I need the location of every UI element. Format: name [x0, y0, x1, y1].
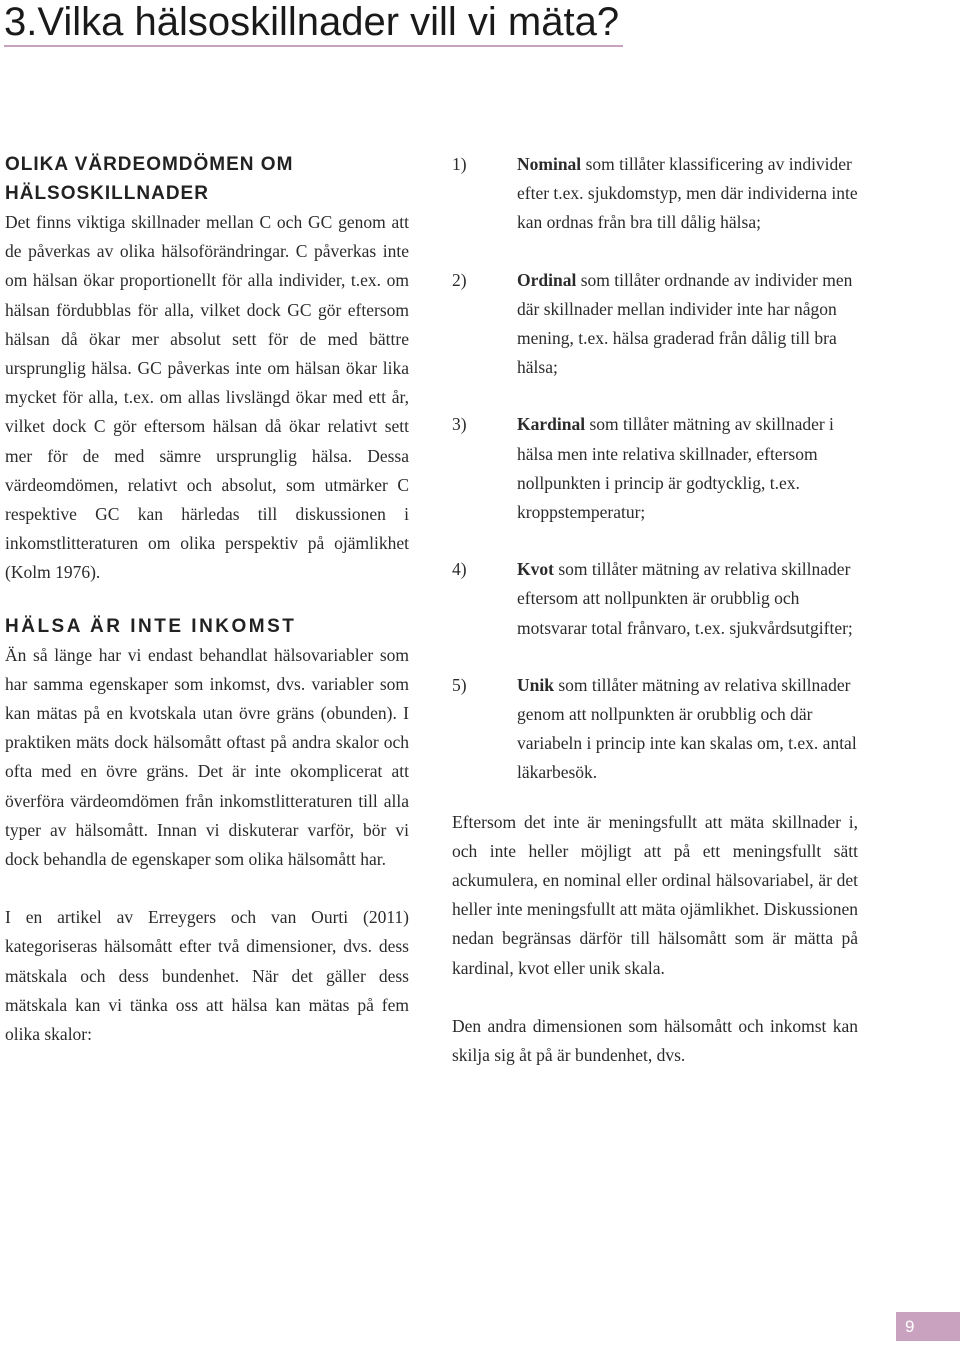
paragraph-meaningful: Eftersom det inte är meningsfullt att mäta skillnader i, och inte heller möjligt att på ett meningsfullt sätt ackumulera, en nominal eller ordinal hälsovariabel, är det heller inte meningsfullt att mäta ojämlikhet. Diskussionen nedan begränsas därför till hälsomått som är mätta på kardinal, kvot eller unik skala. [452, 811, 858, 978]
heading-line-1: OLIKA VÄRDEOMDÖMEN OM [5, 154, 294, 175]
list-item-number: 3) [452, 414, 467, 435]
paragraph-health-not-income: Än så länge har vi endast behandlat hälsovariabler som har samma egenskaper som inkomst, dvs. variabler som kan mätas på en kvotskala utan övre gräns (obunden). I praktiken mäts dock hälsomått oftast på andra skalor och ofta med en övre gräns. Det är inte okomplicerat att överföra värdeomdömen från inkomstlitteraturen till alla typer av hälsomått. Innan vi diskuterar varför, bör vi dock behandla de egenskaper som olika hälsomått har. [5, 644, 409, 870]
list-item-body [517, 266, 858, 383]
list-item-term: Nominal [517, 154, 582, 174]
list-item-body [517, 555, 858, 643]
list-item-number: 5) [452, 674, 467, 695]
list-item [452, 671, 858, 788]
list-item-body [517, 150, 858, 238]
list-item-term: Ordinal [517, 269, 577, 290]
list-item [452, 555, 858, 643]
list-item-body [517, 671, 858, 788]
heading-line-2: HÄLSOSKILLNADER [5, 183, 209, 204]
list-item-text: som tillåter mätning av relativa skillnader genom att nollpunkten är orubblig och där variabeln i princip inte kan skalas om, t.ex. antal läkarbesök. [517, 674, 857, 783]
list-item-text: som tillåter ordnande av individer men där skillnader mellan individer inte har någon mening, t.ex. hälsa graderad från dålig till bra hälsa; [517, 269, 853, 378]
list-item-number: 1) [452, 154, 467, 174]
list-item-number: 2) [452, 269, 467, 290]
scale-list [452, 150, 858, 788]
page-title: 3.Vilka hälsoskillnader vill vi mäta? [4, 0, 623, 47]
paragraph-values: Det finns viktiga skillnader mellan C och GC genom att de påverkas av olika hälsoförändringar. C påverkas inte om hälsan ökar proportionellt för alla individer, t.ex. om hälsan fördubblas för alla, vilket dock GC gör eftersom hälsan då ökar mer absolut sett för de med bättre ursprunglig hälsa. GC påverkas inte om hälsan ökar lika mycket för alla, t.ex. om allas livslängd ökar med ett år, vilket dock C gör eftersom hälsan då ökar relativt sett mer för de med sämre ursprunglig hälsa. Dessa värdeomdömen, relativt och absolut, som utmärker C respektive GC kan härledas till diskussionen i inkomstlitteraturen om olika perspektiv på ojämlikhet (Kolm 1976). [5, 212, 409, 583]
list-item-text: som tillåter klassificering av individer efter t.ex. sjukdomstyp, men där individerna inte kan ordnas från bra till dålig hälsa; [517, 154, 858, 233]
list-item-term: Unik [517, 674, 554, 695]
section-heading-health-not-income: HÄLSA ÄR INTE INKOMST [5, 615, 297, 637]
left-column [5, 150, 409, 1049]
list-item-text: som tillåter mätning av skillnader i hälsa men inte relativa skillnader, eftersom nollpunkten i princip är godtycklig, t.ex. kroppstemperatur; [517, 414, 834, 523]
section-heading-values [5, 150, 409, 208]
list-item-term: Kardinal [517, 414, 586, 435]
page-number-badge: 9 [896, 1312, 960, 1341]
list-item [452, 410, 858, 527]
list-item-term: Kvot [517, 559, 554, 580]
list-item [452, 150, 858, 238]
list-item [452, 266, 858, 383]
list-item-body [517, 410, 858, 527]
right-column [452, 150, 858, 1070]
list-item-number: 4) [452, 559, 467, 580]
paragraph-second-dimension: Den andra dimensionen som hälsomått och inkomst kan skilja sig åt på är bundenhet, dvs. [452, 1015, 858, 1066]
paragraph-erreygers: I en artikel av Erreygers och van Ourti (2011) kategoriseras hälsomått efter två dimensioner, dvs. dess mätskala och dess bundenhet. När det gäller dess mätskala kan vi tänka oss att hälsa kan mätas på fem olika skalor: [5, 907, 409, 1045]
list-item-text: som tillåter mätning av relativa skillnader eftersom att nollpunkten är orubblig och motsvarar total frånvaro, t.ex. sjukvårdsutgifter; [517, 559, 853, 638]
